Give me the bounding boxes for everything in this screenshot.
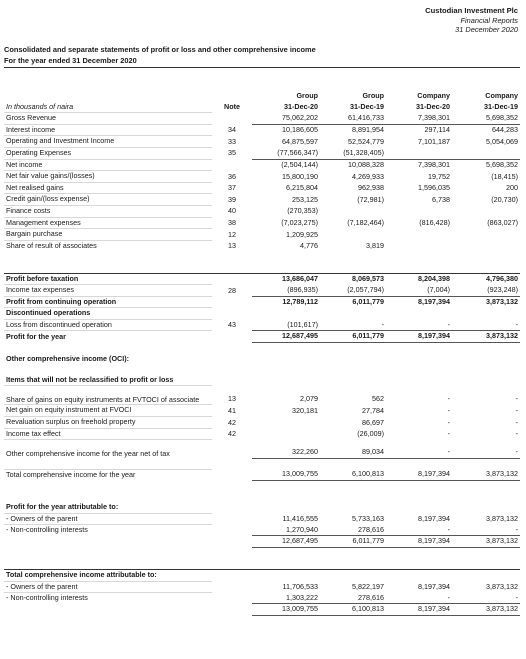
value-company-2020 [386,570,452,582]
oci-row [4,440,520,459]
tci-attr-row [4,593,520,604]
value-group-2020: 6,215,804 [286,183,318,193]
line-label: Net realised gains [4,182,212,194]
line-label [4,536,212,548]
value-group-2019: 3,819 [366,240,384,250]
value-company-2019 [452,570,520,582]
value-company-2020: 8,197,394 [418,582,450,592]
value-company-2020: 8,197,394 [418,514,450,524]
value-company-2019 [452,229,520,241]
statement-row [4,171,520,183]
value-group-2019: 5,822,197 [352,582,384,592]
value-company-2020: - [386,319,452,331]
value-group-2019: 562 [372,394,384,404]
value-group-2020: (7,023,275) [281,218,318,228]
value-company-2019: (863,027) [487,218,518,228]
value-company-2019: 3,873,132 [486,297,518,307]
value-company-2019 [452,147,520,159]
value-group-2019: 278,616 [320,593,386,604]
value-company-2020 [386,229,452,241]
value-company-2019: (20,730) [491,194,518,204]
value-company-2020: 1,596,035 [418,183,450,193]
value-group-2020 [252,354,320,365]
statement-heading [4,44,520,68]
value-group-2020: (2,504,144) [281,160,318,170]
column-header-row-1 [4,91,520,102]
value-group-2020: (270,353) [287,206,318,216]
col-group-2020-entity: Group [296,91,318,100]
value-group-2019: (26,009) [357,429,384,439]
line-label: Net income [4,159,212,171]
spacer-row [4,343,520,354]
note-ref [212,159,252,171]
value-company-2020: 7,398,301 [418,160,450,170]
value-group-2019: 6,011,779 [352,297,384,307]
value-company-2020: 7,101,187 [418,136,450,146]
col-company-2020-date: 31-Dec-20 [416,102,450,112]
line-label: Total comprehensive income for the year [4,469,212,480]
value-group-2020: 13,009,755 [252,469,320,480]
spacer-row [4,458,520,469]
value-company-2019: (18,415) [491,171,518,181]
profit-row [4,296,520,308]
value-company-2020: 297,114 [424,125,450,135]
statement-row [4,229,520,241]
value-group-2019: 8,069,573 [320,273,386,285]
value-group-2020: 12,789,112 [282,297,318,307]
value-group-2019: 52,524,779 [348,136,384,146]
units-label: In thousands of naira [6,101,74,111]
line-label: Profit from continuing operation [4,296,212,308]
value-company-2020 [386,354,452,365]
value-company-2019 [452,375,520,386]
line-label: - Non-controlling interests [4,593,212,604]
value-group-2020: 12,687,495 [252,331,320,343]
note-ref: 33 [228,136,236,146]
line-label: Credit gain/(loss expense) [4,194,212,206]
value-company-2019: (923,248) [452,285,520,297]
value-group-2019: 278,616 [320,525,386,536]
note-ref: 41 [228,405,236,415]
value-company-2019: - [452,593,520,604]
line-label: Bargain purchase [4,229,212,241]
statement-body [4,91,520,616]
oci-row [4,417,520,429]
value-group-2019 [320,308,386,320]
value-group-2019: 27,784 [362,405,384,415]
value-company-2020: 8,197,394 [418,297,450,307]
value-company-2020: 6,738 [432,194,450,204]
profit-row [4,331,520,343]
statement-title: Consolidated and separate statements of profit or loss and other comprehensive income [4,45,316,54]
value-company-2020: (7,004) [386,285,452,297]
note-ref [212,273,252,285]
statement-row [4,159,520,171]
value-group-2020: 1,303,222 [252,593,320,604]
value-group-2020: 75,062,202 [252,113,320,125]
profit-attr-row [4,513,520,525]
note-ref: 38 [228,218,236,228]
value-group-2019 [320,375,386,386]
col-group-2019-entity: Group [362,91,384,100]
value-group-2019: 6,100,813 [320,469,386,480]
spacer-row [4,262,520,273]
value-company-2020: 19,752 [428,171,450,181]
value-group-2020: 11,416,555 [282,514,318,524]
value-company-2019 [452,354,520,365]
statement-period: For the year ended 31 December 2020 [4,55,520,68]
value-company-2019: 3,873,132 [486,514,518,524]
value-group-2020: 15,800,190 [282,171,318,181]
line-label: Profit for the year attributable to: [6,502,119,512]
line-label: - Owners of the parent [4,513,212,525]
tci-attr-total-row [4,604,520,616]
value-company-2019 [452,308,520,320]
note-ref [212,525,252,536]
profit-attr-title-row [4,502,520,513]
value-group-2019: 6,100,813 [320,604,386,616]
value-company-2020 [386,308,452,320]
value-company-2019: - [515,429,518,439]
statement-row [4,124,520,136]
line-label: - Owners of the parent [4,581,212,593]
line-label: Profit for the year [4,331,212,343]
note-ref [212,502,252,513]
value-group-2020: 1,209,925 [286,229,318,239]
value-company-2020: - [386,593,452,604]
value-company-2019: 5,698,352 [486,160,518,170]
value-company-2020: 8,204,398 [386,273,452,285]
oci-row [4,405,520,417]
value-group-2019: 6,011,779 [320,331,386,343]
profit-row [4,273,520,285]
col-company-2019-date: 31-Dec-19 [484,102,518,112]
value-company-2020: - [447,417,450,427]
value-group-2020 [252,502,320,513]
tci-attr-title-row [4,570,520,582]
value-company-2020: 8,197,394 [386,469,452,480]
line-label: Income tax expenses [4,285,212,297]
note-ref [212,593,252,604]
value-group-2020: 322,260 [252,440,320,459]
line-label: Loss from discontinued operation [4,319,212,331]
value-company-2019 [452,240,520,251]
note-ref [212,513,252,525]
value-company-2019: - [452,319,520,331]
note-ref [212,536,252,548]
line-label: Net fair value gains/(losses) [4,171,212,183]
value-group-2019: 4,269,933 [352,171,384,181]
value-company-2019: - [515,394,518,404]
value-company-2019: - [452,440,520,459]
statement-row [4,217,520,229]
value-group-2019: 61,416,733 [320,113,386,125]
value-group-2020: 13,009,755 [252,604,320,616]
spacer-row [4,480,520,491]
column-header-row-2 [4,102,520,113]
value-group-2020 [252,428,320,440]
line-label: Discontinued operations [4,308,212,320]
value-group-2019: (51,328,405) [320,147,386,159]
value-group-2020: 10,186,605 [282,125,318,135]
value-group-2019: 10,088,328 [348,160,384,170]
note-ref [212,296,252,308]
profit-row [4,319,520,331]
oci-row [4,386,520,405]
report-date: 31 December 2020 [455,25,518,34]
value-group-2020 [252,375,320,386]
value-company-2019: - [515,417,518,427]
spacer-row [4,492,520,503]
note-ref: 39 [228,194,236,204]
value-company-2019 [452,502,520,513]
line-label: Interest income [4,124,212,136]
income-statement-table [4,91,520,616]
note-ref [212,469,252,480]
line-label: Net gain on equity instrument at FVOCI [4,405,212,417]
col-company-2020-entity: Company [417,91,450,100]
value-group-2020 [252,570,320,582]
value-group-2019: 5,733,163 [352,514,384,524]
value-company-2020: - [386,440,452,459]
note-ref [212,570,252,582]
note-ref [212,581,252,593]
value-company-2019: 3,873,132 [452,604,520,616]
value-group-2020: (77,566,347) [252,147,320,159]
spacer-row [4,559,520,570]
report-title: Financial Reports [460,15,518,25]
value-group-2019: 86,697 [362,417,384,427]
value-group-2020: 64,875,597 [282,136,318,146]
note-ref: 13 [228,240,236,250]
statement-row [4,147,520,159]
statement-row [4,194,520,206]
value-group-2019: - [320,319,386,331]
value-group-2020: 12,687,495 [252,536,320,548]
value-company-2019: - [515,405,518,415]
note-ref [212,113,252,125]
value-company-2020: 8,197,394 [386,604,452,616]
value-company-2019: - [452,525,520,536]
profit-row [4,285,520,297]
value-company-2020 [386,205,452,217]
value-company-2019: 3,873,132 [486,582,518,592]
value-group-2019 [320,229,386,241]
note-header: Note [224,102,240,112]
value-company-2020: 7,398,301 [386,113,452,125]
value-company-2020: - [386,525,452,536]
value-company-2019: 3,873,132 [452,469,520,480]
line-label: Income tax effect [4,428,212,440]
note-ref: 37 [228,183,236,193]
note-ref [212,354,252,365]
line-label: Total comprehensive income attributable to: [4,570,212,582]
note-ref [212,331,252,343]
note-ref: 28 [228,285,236,295]
profit-attr-row [4,525,520,536]
value-group-2020 [252,417,320,429]
note-ref [212,604,252,616]
value-company-2020: - [447,394,450,404]
line-label [4,604,212,616]
note-ref: 13 [228,394,236,404]
value-group-2020: 4,776 [300,240,318,250]
profit-row [4,308,520,320]
value-group-2020: 13,686,047 [252,273,320,285]
note-ref: 12 [228,229,236,239]
value-group-2020: 11,706,533 [282,582,318,592]
value-company-2019: 3,873,132 [452,331,520,343]
value-company-2020: (816,428) [419,218,450,228]
note-ref: 36 [228,171,236,181]
value-group-2019: 89,034 [320,440,386,459]
col-company-2019-entity: Company [485,91,518,100]
total-comprehensive-income-row [4,469,520,480]
line-label: Operating Expenses [4,147,212,159]
value-company-2020: 8,197,394 [386,536,452,548]
value-group-2019 [320,502,386,513]
value-group-2019: (7,182,464) [347,218,384,228]
col-group-2020-date: 31-Dec-20 [284,102,318,112]
value-group-2020: (101,617) [252,319,320,331]
value-group-2020 [252,308,320,320]
line-label: Share of result of associates [4,240,212,251]
note-ref: 40 [228,206,236,216]
note-ref [212,440,252,459]
report-header [425,6,518,35]
line-label: Items that will not be reclassified to profit or loss [6,374,174,384]
statement-row [4,182,520,194]
note-ref: 35 [228,148,236,158]
value-company-2020 [386,240,452,251]
oci-row [4,428,520,440]
line-label: Revaluation surplus on freehold property [4,417,212,429]
value-company-2019: 3,873,132 [452,536,520,548]
value-group-2019: (72,981) [357,194,384,204]
col-group-2019-date: 31-Dec-19 [350,102,384,112]
note-ref: 34 [228,125,236,135]
note-ref [212,308,252,320]
spacer-row [4,251,520,262]
statement-row [4,136,520,148]
line-label: Finance costs [4,205,212,217]
value-company-2019 [452,205,520,217]
value-group-2019: 962,938 [358,183,384,193]
value-company-2020: - [447,429,450,439]
value-group-2019: (2,057,794) [320,285,386,297]
statement-row [4,113,520,125]
value-company-2019: 4,796,380 [452,273,520,285]
line-label: Management expenses [4,217,212,229]
oci-subtitle-row [4,375,520,386]
value-company-2020: - [447,405,450,415]
note-ref: 43 [228,320,236,330]
line-label: Profit before taxation [4,273,212,285]
tci-attr-row [4,581,520,593]
value-company-2020 [386,147,452,159]
value-company-2019: 644,283 [492,125,518,135]
statement-row [4,205,520,217]
note-ref [212,375,252,386]
value-company-2020 [386,375,452,386]
profit-attr-total-row [4,536,520,548]
value-company-2020 [386,502,452,513]
value-company-2019: 5,054,069 [486,136,518,146]
value-group-2019: 8,891,954 [352,125,384,135]
value-group-2019 [320,570,386,582]
company-name: Custodian Investment Plc [425,6,518,15]
statement-row [4,240,520,251]
oci-title-row [4,354,520,365]
note-ref: 42 [228,429,236,439]
value-group-2020: 2,079 [300,394,318,404]
value-group-2020: (896,935) [252,285,320,297]
value-group-2019: 6,011,779 [320,536,386,548]
value-group-2019 [320,354,386,365]
line-label: Operating and Investment Income [4,136,212,148]
value-company-2019: 200 [506,183,518,193]
value-group-2020: 253,125 [292,194,318,204]
value-company-2019: 5,698,352 [452,113,520,125]
value-group-2020: 320,181 [292,405,318,415]
spacer-row [4,364,520,375]
line-label: Other comprehensive income (OCI): [6,353,130,363]
line-label: - Non-controlling interests [4,525,212,536]
value-company-2020: 8,197,394 [386,331,452,343]
line-label: Gross Revenue [4,113,212,125]
line-label: Share of gains on equity instruments at FVTOCI of associate [4,386,212,405]
spacer-row [4,547,520,558]
value-group-2020: 1,270,940 [252,525,320,536]
value-group-2019 [320,205,386,217]
line-label: Other comprehensive income for the year net of tax [4,440,212,459]
note-ref: 42 [228,417,236,427]
